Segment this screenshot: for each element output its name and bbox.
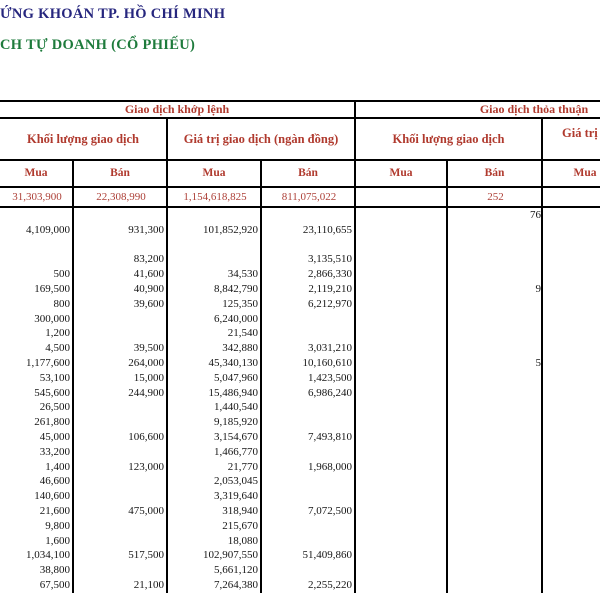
table-cell bbox=[262, 400, 356, 415]
totals-row-container bbox=[0, 188, 600, 206]
table-cell bbox=[74, 312, 168, 327]
table-row bbox=[0, 548, 600, 563]
table-cell bbox=[356, 188, 448, 206]
table-body bbox=[0, 208, 600, 593]
table-cell bbox=[262, 519, 356, 534]
table-cell bbox=[356, 534, 448, 549]
table-cell bbox=[262, 474, 356, 489]
table-cell bbox=[262, 563, 356, 578]
table-cell bbox=[543, 238, 600, 253]
table-cell bbox=[543, 341, 600, 356]
table-cell bbox=[0, 252, 74, 267]
table-cell: 2,053,045 bbox=[214, 475, 258, 488]
sub-header-value-matched: Giá trị giao dịch (ngàn đồng) bbox=[183, 131, 339, 146]
col-header-sell-volume-matched: Bán bbox=[110, 166, 130, 179]
table-cell bbox=[74, 474, 168, 489]
table-cell: 45,340,130 bbox=[208, 356, 258, 369]
table-cell: 9 bbox=[535, 282, 541, 295]
table-row bbox=[0, 534, 600, 549]
table-cell: 6,240,000 bbox=[214, 312, 258, 325]
table-cell: 252 bbox=[487, 191, 504, 203]
table-row bbox=[0, 238, 600, 253]
table-cell: 9,800 bbox=[45, 519, 70, 532]
table-cell: 545,600 bbox=[34, 386, 70, 399]
table-cell: 475,000 bbox=[128, 504, 164, 517]
table-cell bbox=[356, 445, 448, 460]
table-cell: 2,255,220 bbox=[308, 578, 352, 591]
table-row bbox=[0, 341, 600, 356]
table-cell: 67,500 bbox=[39, 578, 70, 591]
table-cell bbox=[543, 563, 600, 578]
table-cell bbox=[543, 519, 600, 534]
table-cell: 800 bbox=[53, 297, 70, 310]
table-cell bbox=[448, 474, 543, 489]
table-cell: 102,907,550 bbox=[203, 549, 258, 562]
table-cell bbox=[543, 445, 600, 460]
table-cell: 3,319,640 bbox=[214, 490, 258, 503]
table-cell: 39,500 bbox=[133, 342, 164, 355]
table-cell: 7,264,380 bbox=[214, 578, 258, 591]
table-cell: 106,600 bbox=[128, 430, 164, 443]
table-cell bbox=[448, 386, 543, 401]
table-cell: 8,842,790 bbox=[214, 282, 258, 295]
table-row bbox=[0, 356, 600, 371]
table-cell bbox=[543, 252, 600, 267]
table-cell: 244,900 bbox=[128, 386, 164, 399]
table-cell bbox=[356, 400, 448, 415]
table-cell bbox=[262, 534, 356, 549]
table-cell: 10,160,610 bbox=[302, 356, 352, 369]
table-cell: 4,500 bbox=[45, 342, 70, 355]
table-cell: 40,900 bbox=[133, 282, 164, 295]
table-cell: 1,423,500 bbox=[308, 371, 352, 384]
table-cell bbox=[74, 208, 168, 223]
table-cell: 5,047,960 bbox=[214, 371, 258, 384]
table-cell: 2,119,210 bbox=[308, 282, 352, 295]
table-cell bbox=[448, 267, 543, 282]
table-cell: 1,400 bbox=[45, 460, 70, 473]
table-row bbox=[0, 578, 600, 593]
table-cell: 15,000 bbox=[133, 371, 164, 384]
table-cell bbox=[356, 341, 448, 356]
table-cell: 1,034,100 bbox=[26, 549, 70, 562]
table-cell: 261,800 bbox=[34, 416, 70, 429]
table-cell bbox=[543, 400, 600, 415]
table-cell bbox=[448, 548, 543, 563]
table-cell bbox=[74, 326, 168, 341]
table-cell bbox=[356, 578, 448, 593]
table-cell: 215,670 bbox=[222, 519, 258, 532]
table-row bbox=[0, 504, 600, 519]
table-row bbox=[0, 400, 600, 415]
table-cell: 3,154,670 bbox=[214, 430, 258, 443]
table-cell bbox=[543, 297, 600, 312]
table-row bbox=[0, 267, 600, 282]
table-cell: 125,350 bbox=[222, 297, 258, 310]
table-cell: 18,080 bbox=[227, 534, 258, 547]
table-cell: 5 bbox=[535, 356, 541, 369]
table-cell bbox=[262, 445, 356, 460]
table-row bbox=[0, 371, 600, 386]
table-cell: 101,852,920 bbox=[203, 223, 258, 236]
table-cell: 517,500 bbox=[128, 549, 164, 562]
table-cell bbox=[356, 519, 448, 534]
table-row bbox=[0, 474, 600, 489]
table-cell: 500 bbox=[53, 268, 70, 281]
table-cell: 1,177,600 bbox=[26, 356, 70, 369]
table-cell bbox=[262, 489, 356, 504]
table-row bbox=[0, 223, 600, 238]
table-cell bbox=[356, 208, 448, 223]
table-cell bbox=[448, 341, 543, 356]
table-cell bbox=[448, 371, 543, 386]
table-cell: 811,075,022 bbox=[281, 191, 337, 203]
table-cell bbox=[543, 578, 600, 593]
table-cell bbox=[74, 238, 168, 253]
col-header-buy-value-put-through: Mua bbox=[573, 166, 597, 179]
table-cell bbox=[543, 223, 600, 238]
table-cell bbox=[356, 430, 448, 445]
sub-header-volume-matched: Khối lượng giao dịch bbox=[26, 131, 140, 146]
table-cell bbox=[74, 519, 168, 534]
table-cell: 26,500 bbox=[39, 401, 70, 414]
table-cell bbox=[356, 312, 448, 327]
table-cell bbox=[448, 460, 543, 475]
table-cell bbox=[356, 282, 448, 297]
table-cell bbox=[356, 356, 448, 371]
table-cell bbox=[448, 312, 543, 327]
table-cell: 2,866,330 bbox=[308, 268, 352, 281]
table-cell bbox=[448, 534, 543, 549]
table-cell: 51,409,860 bbox=[302, 549, 352, 562]
table-cell bbox=[168, 238, 262, 253]
table-cell bbox=[356, 563, 448, 578]
col-header-buy-volume-put-through: Mua bbox=[389, 166, 413, 179]
table-cell bbox=[356, 386, 448, 401]
table-cell bbox=[262, 208, 356, 223]
table-cell: 83,200 bbox=[133, 253, 164, 266]
table-cell bbox=[262, 238, 356, 253]
table-cell bbox=[448, 519, 543, 534]
table-cell: 4,109,000 bbox=[26, 223, 70, 236]
table-cell bbox=[74, 400, 168, 415]
table-cell bbox=[168, 252, 262, 267]
table-cell: 31,303,900 bbox=[12, 191, 62, 203]
table-cell bbox=[543, 386, 600, 401]
table-cell: 3,135,510 bbox=[308, 253, 352, 266]
table-cell bbox=[543, 188, 600, 206]
table-cell bbox=[448, 415, 543, 430]
table-row bbox=[0, 519, 600, 534]
table-cell: 5,661,120 bbox=[214, 564, 258, 577]
table-cell: 45,000 bbox=[39, 430, 70, 443]
table-cell: 21,770 bbox=[227, 460, 258, 473]
table-cell bbox=[448, 238, 543, 253]
table-cell bbox=[356, 252, 448, 267]
table-cell: 1,154,618,825 bbox=[183, 191, 247, 203]
table-cell: 123,000 bbox=[128, 460, 164, 473]
table-cell bbox=[74, 415, 168, 430]
table-row bbox=[0, 460, 600, 475]
group-header-put-through: Giao dịch thỏa thuận bbox=[479, 102, 589, 116]
sub-header-volume-put-through: Khối lượng giao dịch bbox=[392, 131, 505, 146]
table-row bbox=[0, 563, 600, 578]
col-header-sell-volume-put-through: Bán bbox=[484, 166, 505, 179]
table-row bbox=[0, 415, 600, 430]
table-cell bbox=[74, 445, 168, 460]
table-cell: 34,530 bbox=[227, 268, 258, 281]
table-row bbox=[0, 430, 600, 445]
table-row bbox=[0, 386, 600, 401]
table-cell bbox=[448, 223, 543, 238]
table-cell bbox=[543, 474, 600, 489]
table-row bbox=[0, 252, 600, 267]
table-cell: 342,880 bbox=[222, 342, 258, 355]
table-cell bbox=[543, 430, 600, 445]
sub-header-value-put-through: Giá trị bbox=[562, 125, 598, 140]
table-cell: 46,600 bbox=[39, 475, 70, 488]
table-cell: 22,308,990 bbox=[96, 191, 146, 203]
table-cell: 300,000 bbox=[34, 312, 70, 325]
table-cell bbox=[448, 563, 543, 578]
table-cell bbox=[168, 208, 262, 223]
col-header-buy-volume-matched: Mua bbox=[24, 166, 48, 179]
table-cell bbox=[356, 297, 448, 312]
table-row bbox=[0, 208, 600, 223]
table-cell: 23,110,655 bbox=[302, 223, 352, 236]
table-cell bbox=[356, 460, 448, 475]
table-cell bbox=[543, 371, 600, 386]
table-cell: 33,200 bbox=[39, 445, 70, 458]
table-cell bbox=[356, 415, 448, 430]
table-cell bbox=[448, 445, 543, 460]
table-cell bbox=[0, 238, 74, 253]
table-cell: 39,600 bbox=[133, 297, 164, 310]
table-cell: 21,100 bbox=[133, 578, 164, 591]
table-cell: 1,600 bbox=[45, 534, 70, 547]
table-cell: 1,440,540 bbox=[214, 401, 258, 414]
col-header-sell-value-matched: Bán bbox=[298, 166, 318, 179]
table-cell bbox=[448, 400, 543, 415]
table-cell: 1,466,770 bbox=[214, 445, 258, 458]
table-cell bbox=[543, 415, 600, 430]
table-cell: 7,493,810 bbox=[308, 430, 352, 443]
table-cell: 7,072,500 bbox=[308, 504, 352, 517]
table-cell: 264,000 bbox=[128, 356, 164, 369]
table-cell: 318,940 bbox=[222, 504, 258, 517]
table-cell: 41,600 bbox=[133, 268, 164, 281]
table-row bbox=[0, 445, 600, 460]
table-cell bbox=[356, 267, 448, 282]
table-cell bbox=[356, 371, 448, 386]
table-cell bbox=[543, 489, 600, 504]
table-cell bbox=[262, 415, 356, 430]
table-cell: 169,500 bbox=[34, 282, 70, 295]
table-cell bbox=[356, 326, 448, 341]
table-cell: 15,486,940 bbox=[208, 386, 258, 399]
table-cell bbox=[356, 504, 448, 519]
table-cell bbox=[543, 504, 600, 519]
table-cell bbox=[448, 430, 543, 445]
group-header-matched-orders: Giao dịch khớp lệnh bbox=[124, 102, 230, 116]
table-row bbox=[0, 297, 600, 312]
table-cell bbox=[356, 223, 448, 238]
table-row bbox=[0, 326, 600, 341]
table-cell: 931,300 bbox=[128, 223, 164, 236]
table-cell bbox=[74, 489, 168, 504]
table-cell bbox=[356, 238, 448, 253]
table-row bbox=[0, 188, 600, 206]
table-cell: 21,540 bbox=[227, 327, 258, 340]
table-cell: 1,968,000 bbox=[308, 460, 352, 473]
table-cell bbox=[74, 563, 168, 578]
table-cell bbox=[543, 326, 600, 341]
table-cell bbox=[356, 474, 448, 489]
table-cell bbox=[74, 534, 168, 549]
table-row bbox=[0, 282, 600, 297]
table-cell bbox=[543, 548, 600, 563]
table-cell: 21,600 bbox=[39, 504, 70, 517]
table-cell bbox=[448, 297, 543, 312]
table-cell bbox=[543, 356, 600, 371]
table-cell: 6,986,240 bbox=[308, 386, 352, 399]
table-cell: 3,031,210 bbox=[308, 342, 352, 355]
table-cell: 1,200 bbox=[45, 327, 70, 340]
table-cell bbox=[543, 460, 600, 475]
table-cell: 9,185,920 bbox=[214, 416, 258, 429]
table-cell bbox=[448, 578, 543, 593]
table-cell bbox=[543, 534, 600, 549]
table-cell: 38,800 bbox=[39, 564, 70, 577]
table-cell: 76 bbox=[530, 209, 541, 221]
table-row bbox=[0, 489, 600, 504]
table-row bbox=[0, 312, 600, 327]
table-cell bbox=[356, 548, 448, 563]
table-cell bbox=[0, 208, 74, 223]
table-cell: 53,100 bbox=[39, 371, 70, 384]
table-cell bbox=[448, 252, 543, 267]
table-cell bbox=[356, 489, 448, 504]
table-cell bbox=[543, 267, 600, 282]
report-title: CH TỰ DOANH (CỔ PHIẾU) bbox=[0, 37, 196, 53]
table-cell bbox=[543, 282, 600, 297]
table-cell: 140,600 bbox=[34, 490, 70, 503]
table-cell bbox=[448, 504, 543, 519]
table-cell bbox=[448, 326, 543, 341]
table-cell bbox=[543, 312, 600, 327]
table-cell bbox=[448, 489, 543, 504]
table-cell: 6,212,970 bbox=[308, 297, 352, 310]
table-cell bbox=[262, 326, 356, 341]
table-cell bbox=[262, 312, 356, 327]
exchange-name-title: ỨNG KHOÁN TP. HỒ CHÍ MINH bbox=[0, 6, 226, 22]
col-header-buy-value-matched: Mua bbox=[202, 166, 226, 179]
table-cell bbox=[543, 208, 600, 223]
